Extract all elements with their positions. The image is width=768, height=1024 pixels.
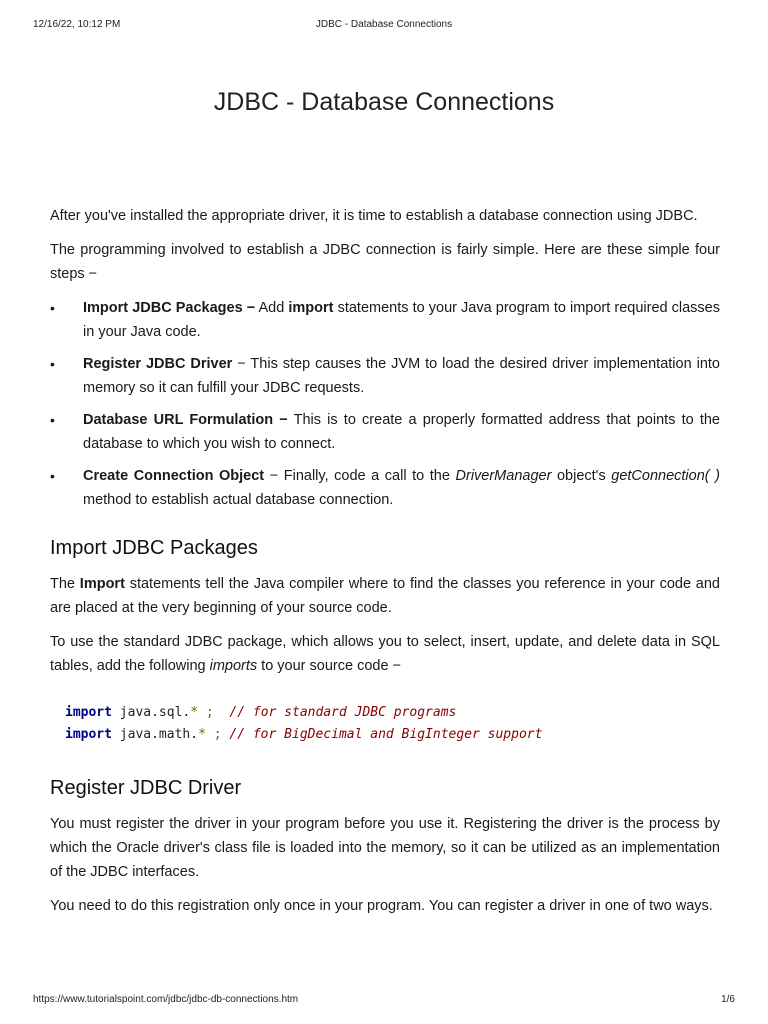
- print-date: 12/16/22, 10:12 PM: [33, 19, 121, 30]
- page-title: JDBC - Database Connections: [213, 88, 555, 116]
- code-punct: * ;: [198, 727, 222, 742]
- article-content: [50, 204, 720, 928]
- import-paragraph-1: [50, 572, 720, 620]
- import-text: The: [50, 576, 80, 592]
- list-item: [50, 464, 720, 512]
- code-keyword: import: [65, 705, 112, 720]
- bullet-icon: •: [50, 300, 55, 316]
- list-item: [50, 296, 720, 344]
- bullet-icon: •: [50, 412, 55, 428]
- code-keyword: import: [65, 727, 112, 742]
- import-text: statements tell the Java compiler where to find the classes you reference in your code and are placed at the very beginning of your source code.: [50, 576, 720, 616]
- steps-list: [50, 296, 720, 512]
- step-emphasis: getConnection( ): [611, 468, 721, 484]
- step-keyword: import: [288, 300, 334, 316]
- step-text: Add: [255, 300, 289, 316]
- list-item: [50, 352, 720, 400]
- code-gap: [214, 705, 230, 720]
- import-emphasis: imports: [209, 658, 258, 674]
- step-text: − Finally, code a call to the: [264, 468, 456, 484]
- code-comment: // for standard JDBC programs: [229, 705, 457, 720]
- register-paragraph-1: You must register the driver in your program before you use it. Registering the driver is the process by which the Oracle driver's class file is loaded into the memory, so it can be utilized as an implementation of the JDBC interfaces.: [50, 816, 720, 880]
- code-comment: // for BigDecimal and BigInteger support: [229, 727, 543, 742]
- step-label: Database URL Formulation −: [83, 412, 288, 428]
- step-text: − This step causes the JVM to load the desired driver implementation into memory so it can fulfill your JDBC requests.: [83, 356, 720, 396]
- section-heading-register: Register JDBC Driver: [50, 777, 242, 799]
- print-doc-title: JDBC - Database Connections: [315, 19, 453, 30]
- step-text: method to establish actual database connection.: [83, 492, 394, 508]
- code-package: java.sql.: [111, 705, 191, 720]
- code-line: [65, 724, 720, 746]
- print-header: [33, 19, 735, 33]
- step-text: statements to your Java program to import required classes in your Java code.: [83, 300, 720, 340]
- step-label: Create Connection Object: [83, 468, 265, 484]
- intro-paragraph-1: After you've installed the appropriate driver, it is time to establish a database connection using JDBC.: [50, 208, 698, 224]
- import-keyword: Import: [79, 576, 125, 592]
- print-url: https://www.tutorialspoint.com/jdbc/jdbc-db-connections.htm: [33, 994, 299, 1005]
- import-paragraph-2: [50, 630, 720, 678]
- code-punct: * ;: [190, 705, 214, 720]
- register-paragraph-2: You need to do this registration only once in your program. You can register a driver in one of two ways.: [50, 898, 713, 914]
- print-footer: [33, 994, 735, 1008]
- code-block: [65, 702, 720, 746]
- page-number: 1/6: [721, 994, 735, 1005]
- list-item: [50, 408, 720, 456]
- import-text: to your source code −: [257, 658, 402, 674]
- bullet-icon: •: [50, 356, 55, 372]
- section-heading-import: Import JDBC Packages: [50, 537, 258, 559]
- step-emphasis: DriverManager: [455, 468, 552, 484]
- code-package: java.math.: [111, 727, 199, 742]
- bullet-icon: •: [50, 468, 55, 484]
- step-text: This is to create a properly formatted address that points to the database to which you wish to connect.: [83, 412, 720, 452]
- intro-paragraph-2: The programming involved to establish a JDBC connection is fairly simple. Here are these simple four steps −: [50, 242, 720, 282]
- step-text: object's: [551, 468, 612, 484]
- code-line: [65, 702, 720, 724]
- step-label: Register JDBC Driver: [83, 356, 233, 372]
- import-text: To use the standard JDBC package, which allows you to select, insert, update, and delete data in SQL tables, add the following: [50, 634, 720, 674]
- step-label: Import JDBC Packages −: [83, 300, 256, 316]
